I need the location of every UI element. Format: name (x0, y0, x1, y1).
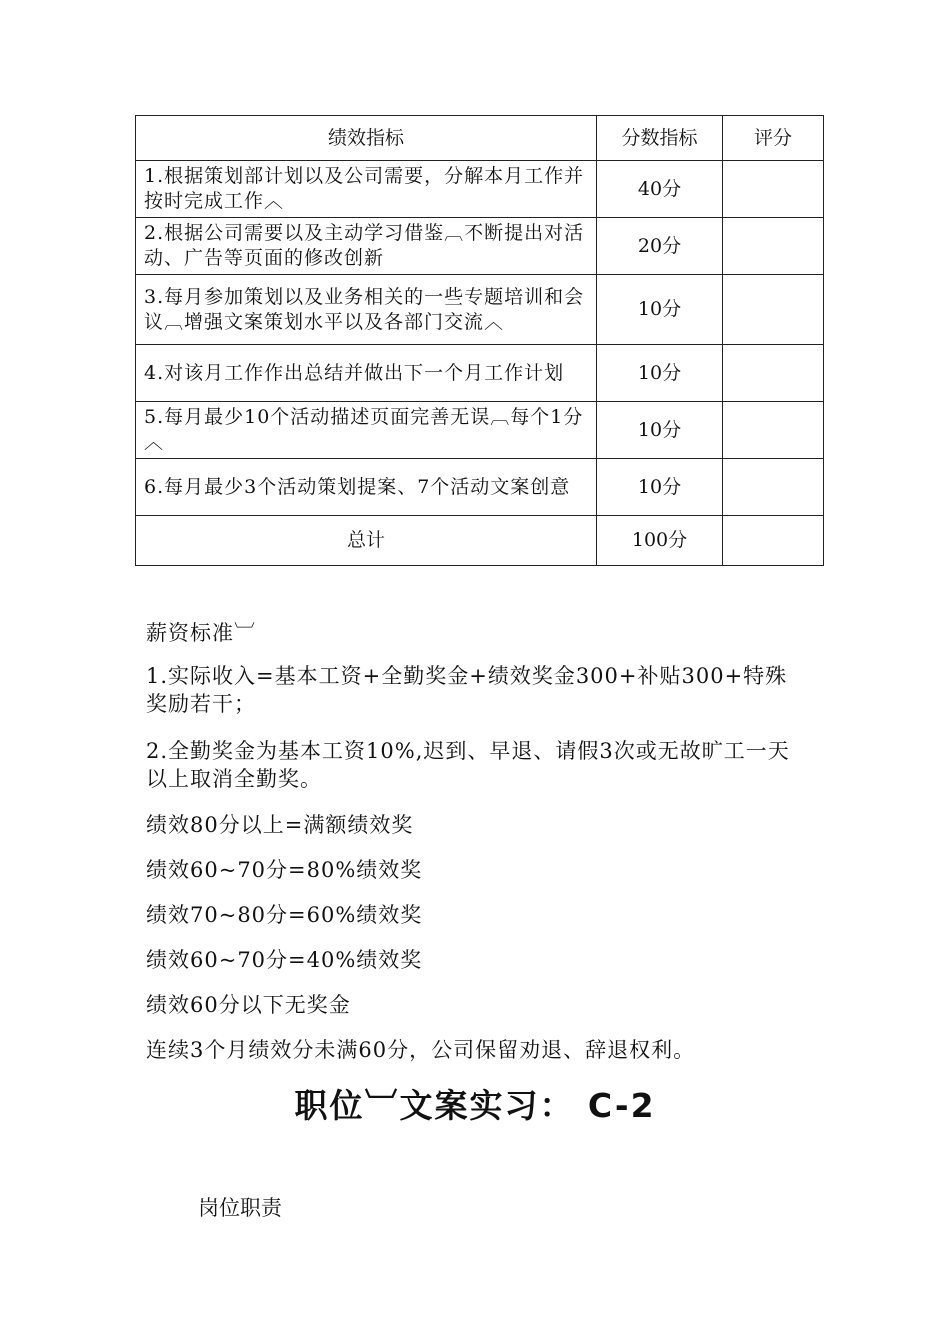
performance-line: 绩效80分以上=满额绩效奖 (146, 813, 414, 837)
indicator-cell: 5.每月最少10个活动描述页面完善无误︹每个1分︿ (136, 402, 597, 459)
total-label: 总计 (136, 516, 597, 566)
score-cell: 20分 (597, 218, 723, 275)
indicator-cell: 1.根据策划部计划以及公司需要，分解本月工作并按时完成工作︿ (136, 161, 597, 218)
performance-line: 绩效60分以下无奖金 (146, 993, 351, 1017)
table-row (136, 345, 824, 402)
salary-title: 薪资标准︺ (146, 621, 256, 645)
rating-cell (723, 275, 824, 345)
score-cell: 40分 (597, 161, 723, 218)
table-row (136, 402, 824, 459)
performance-line: 绩效60~70分=40%绩效奖 (146, 948, 423, 972)
rating-cell (723, 402, 824, 459)
total-row (136, 516, 824, 566)
header-indicator: 绩效指标 (136, 116, 597, 161)
rating-cell (723, 345, 824, 402)
total-rating (723, 516, 824, 566)
total-score: 100分 (597, 516, 723, 566)
salary-item-2: 2.全勤奖金为基本工资10%,迟到、早退、请假3次或无故旷工一天以上取消全勤奖。 (146, 739, 790, 791)
score-cell: 10分 (597, 459, 723, 516)
indicator-cell: 6.每月最少3个活动策划提案、7个活动文案创意 (136, 459, 597, 516)
header-rating: 评分 (723, 116, 824, 161)
indicator-cell: 2.根据公司需要以及主动学习借鉴︹不断提出对活动、广告等页面的修改创新 (136, 218, 597, 275)
score-cell: 10分 (597, 345, 723, 402)
table-row (136, 459, 824, 516)
header-score: 分数指标 (597, 116, 723, 161)
position-heading: 职位︺文案实习： C-2 (294, 1086, 656, 1125)
indicator-cell: 3.每月参加策划以及业务相关的一些专题培训和会议︹增强文案策划水平以及各部门交流︿ (136, 275, 597, 345)
score-cell: 10分 (597, 402, 723, 459)
table-row (136, 218, 824, 275)
table-row (136, 275, 824, 345)
score-cell: 10分 (597, 275, 723, 345)
table-header-row (136, 116, 824, 161)
indicator-cell: 4.对该月工作作出总结并做出下一个月工作计划 (136, 345, 597, 402)
rating-cell (723, 161, 824, 218)
salary-item-1: 1.实际收入=基本工资+全勤奖金+绩效奖金300+补贴300+特殊奖励若干； (146, 664, 788, 716)
performance-table (135, 115, 824, 566)
rating-cell (723, 218, 824, 275)
rating-cell (723, 459, 824, 516)
table-row (136, 161, 824, 218)
performance-line: 连续3个月绩效分未满60分，公司保留劝退、辞退权利。 (146, 1038, 696, 1062)
section-subheading: 岗位职责 (198, 1196, 282, 1220)
performance-line: 绩效60~70分=80%绩效奖 (146, 858, 423, 882)
performance-line: 绩效70~80分=60%绩效奖 (146, 903, 423, 927)
